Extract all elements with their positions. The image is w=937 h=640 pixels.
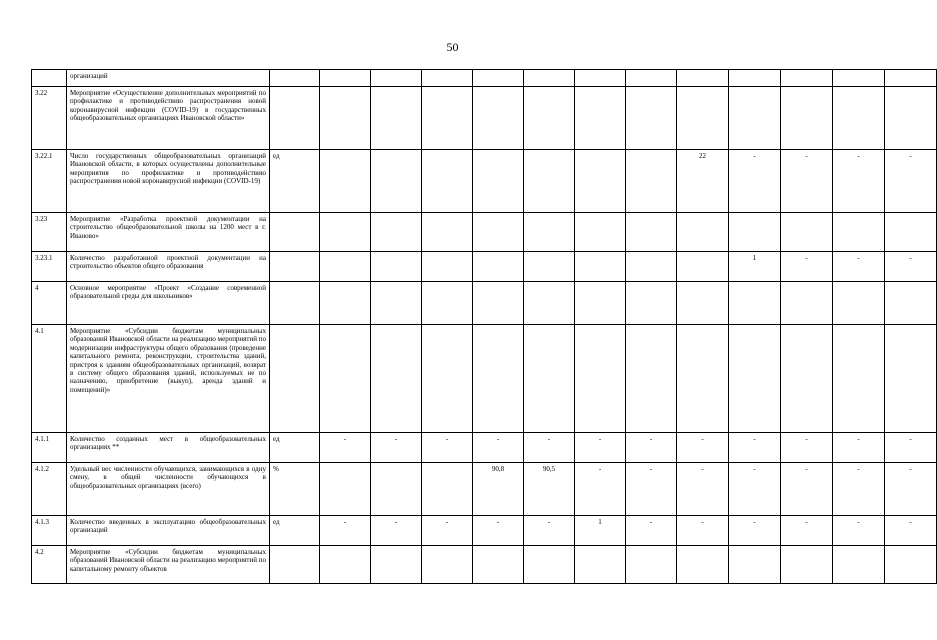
row-value-cell: [371, 213, 422, 252]
row-value-cell: [320, 463, 371, 516]
row-value-cell: -: [729, 463, 781, 516]
row-value-cell: [781, 325, 833, 433]
row-unit-cell: ед: [270, 150, 320, 213]
row-value-cell: -: [473, 433, 524, 463]
row-value-cell: 1: [575, 516, 626, 546]
row-value-cell: [320, 282, 371, 325]
row-value-cell: 22: [677, 150, 729, 213]
row-value-cell: [626, 87, 677, 150]
row-value-cell: -: [626, 433, 677, 463]
row-value-cell: [729, 282, 781, 325]
row-value-cell: [473, 325, 524, 433]
row-value-cell: [524, 282, 575, 325]
row-value-cell: [885, 87, 937, 150]
table-row: [32, 546, 937, 584]
row-value-cell: [371, 87, 422, 150]
row-value-cell: [626, 546, 677, 584]
row-value-cell: [422, 87, 473, 150]
row-value-cell: [626, 252, 677, 282]
row-value-cell: [371, 150, 422, 213]
row-value-cell: [781, 70, 833, 87]
row-value-cell: [473, 70, 524, 87]
row-value-cell: -: [729, 516, 781, 546]
row-value-cell: [626, 213, 677, 252]
row-value-cell: [833, 87, 885, 150]
row-value-cell: -: [524, 433, 575, 463]
row-description-cell: Количество созданных мест в общеобразовательных организациях **: [67, 433, 270, 463]
row-value-cell: [524, 252, 575, 282]
row-value-cell: -: [781, 252, 833, 282]
row-value-cell: [371, 463, 422, 516]
row-value-cell: -: [626, 516, 677, 546]
row-unit-cell: ед: [270, 516, 320, 546]
row-value-cell: [833, 282, 885, 325]
row-number-cell: 4.1.1: [32, 433, 67, 463]
row-value-cell: [781, 282, 833, 325]
row-value-cell: -: [781, 516, 833, 546]
row-value-cell: [320, 150, 371, 213]
row-value-cell: -: [885, 516, 937, 546]
row-number-cell: 4.1.2: [32, 463, 67, 516]
row-value-cell: [371, 282, 422, 325]
row-value-cell: [575, 325, 626, 433]
row-value-cell: -: [885, 252, 937, 282]
row-value-cell: [371, 70, 422, 87]
row-value-cell: -: [833, 463, 885, 516]
row-value-cell: [677, 70, 729, 87]
row-number-cell: 4.1.3: [32, 516, 67, 546]
row-description-cell: Количество разработанной проектной документации на строительство объектов общего образования: [67, 252, 270, 282]
row-value-cell: [473, 150, 524, 213]
row-value-cell: -: [729, 433, 781, 463]
table-row: [32, 282, 937, 325]
row-value-cell: [473, 282, 524, 325]
row-value-cell: -: [371, 516, 422, 546]
row-value-cell: [833, 70, 885, 87]
table-body: [32, 70, 937, 584]
row-value-cell: [575, 546, 626, 584]
row-value-cell: [524, 213, 575, 252]
row-description-cell: Мероприятие «Субсидии бюджетам муниципальных образований Ивановской области на реализацию мероприятий по модернизации инфраструктуры общего образования (проведение капитального ремонта, реконструкции, строительства зданий, пристроя к зданиям общеобразовательных организаций, возврат в систему общего образования зданий, используемых не по назначению, приобретение (выкуп), аренда зданий и помещений)»: [67, 325, 270, 433]
row-value-cell: [885, 213, 937, 252]
row-value-cell: -: [781, 433, 833, 463]
table-row: [32, 516, 937, 546]
row-unit-cell: [270, 325, 320, 433]
program-indicators-table: [31, 69, 937, 584]
row-value-cell: -: [320, 516, 371, 546]
row-number-cell: 3.23.1: [32, 252, 67, 282]
table-row: [32, 463, 937, 516]
row-value-cell: [473, 252, 524, 282]
row-value-cell: [422, 213, 473, 252]
row-value-cell: [524, 87, 575, 150]
row-number-cell: 3.23: [32, 213, 67, 252]
row-value-cell: [320, 87, 371, 150]
row-value-cell: [729, 546, 781, 584]
row-description-cell: Основное мероприятие «Проект «Создание современной образовательной среды для школьников»: [67, 282, 270, 325]
row-number-cell: 4: [32, 282, 67, 325]
row-unit-cell: [270, 546, 320, 584]
row-value-cell: 90,8: [473, 463, 524, 516]
row-value-cell: [473, 546, 524, 584]
row-value-cell: [422, 252, 473, 282]
row-value-cell: 1: [729, 252, 781, 282]
row-value-cell: [422, 282, 473, 325]
row-value-cell: [833, 325, 885, 433]
row-description-cell: Удельный вес численности обучающихся, занимающихся в одну смену, в общей численности обучающихся в общеобразовательных организациях (всего): [67, 463, 270, 516]
row-value-cell: [885, 546, 937, 584]
row-value-cell: -: [833, 252, 885, 282]
row-value-cell: -: [422, 433, 473, 463]
row-description-cell: Мероприятие «Субсидии бюджетам муниципальных образований Ивановской области на реализацию мероприятий по капитальному ремонту объектов: [67, 546, 270, 584]
row-value-cell: [371, 252, 422, 282]
row-value-cell: [320, 70, 371, 87]
row-value-cell: [729, 87, 781, 150]
table-row: [32, 150, 937, 213]
row-unit-cell: [270, 282, 320, 325]
row-unit-cell: [270, 252, 320, 282]
row-value-cell: -: [781, 463, 833, 516]
table-row: [32, 252, 937, 282]
row-value-cell: -: [524, 516, 575, 546]
row-value-cell: [677, 87, 729, 150]
row-value-cell: [677, 546, 729, 584]
row-unit-cell: [270, 70, 320, 87]
row-value-cell: [320, 252, 371, 282]
row-value-cell: -: [575, 463, 626, 516]
row-value-cell: -: [677, 516, 729, 546]
row-unit-cell: %: [270, 463, 320, 516]
row-value-cell: [473, 213, 524, 252]
row-value-cell: -: [473, 516, 524, 546]
table-row: [32, 87, 937, 150]
row-value-cell: -: [575, 433, 626, 463]
row-value-cell: [729, 325, 781, 433]
row-value-cell: [833, 546, 885, 584]
row-value-cell: [524, 325, 575, 433]
row-value-cell: [885, 70, 937, 87]
row-unit-cell: [270, 87, 320, 150]
row-value-cell: -: [677, 433, 729, 463]
row-value-cell: [677, 213, 729, 252]
row-value-cell: -: [677, 463, 729, 516]
row-value-cell: [626, 70, 677, 87]
row-description-cell: Мероприятие «Разработка проектной документации на строительство общеобразовательной школы на 1200 мест в г. Иваново»: [67, 213, 270, 252]
row-value-cell: [885, 282, 937, 325]
row-number-cell: 3.22: [32, 87, 67, 150]
row-value-cell: [885, 325, 937, 433]
row-value-cell: [626, 150, 677, 213]
row-value-cell: [422, 546, 473, 584]
row-number-cell: 4.2: [32, 546, 67, 584]
row-value-cell: [833, 213, 885, 252]
table-row: [32, 433, 937, 463]
row-value-cell: -: [320, 433, 371, 463]
page-number: 50: [446, 40, 459, 54]
row-value-cell: -: [781, 150, 833, 213]
row-unit-cell: ед: [270, 433, 320, 463]
table-row: [32, 213, 937, 252]
row-value-cell: [575, 252, 626, 282]
row-value-cell: [422, 70, 473, 87]
row-value-cell: [575, 150, 626, 213]
row-value-cell: [626, 282, 677, 325]
row-description-cell: Количество введенных в эксплуатацию общеобразовательных организаций: [67, 516, 270, 546]
row-unit-cell: [270, 213, 320, 252]
row-value-cell: -: [729, 150, 781, 213]
row-value-cell: [575, 87, 626, 150]
row-number-cell: [32, 70, 67, 87]
row-value-cell: [729, 213, 781, 252]
row-value-cell: 90,5: [524, 463, 575, 516]
row-value-cell: [781, 87, 833, 150]
row-value-cell: [626, 325, 677, 433]
row-description-cell: организаций: [67, 70, 270, 87]
row-value-cell: [781, 213, 833, 252]
row-value-cell: -: [885, 463, 937, 516]
row-number-cell: 4.1: [32, 325, 67, 433]
row-value-cell: -: [833, 433, 885, 463]
row-value-cell: [524, 150, 575, 213]
row-value-cell: -: [626, 463, 677, 516]
row-value-cell: [320, 213, 371, 252]
row-value-cell: [575, 213, 626, 252]
row-value-cell: [729, 70, 781, 87]
row-value-cell: -: [833, 516, 885, 546]
row-value-cell: [320, 546, 371, 584]
row-value-cell: [677, 325, 729, 433]
row-value-cell: [677, 282, 729, 325]
table-row: [32, 325, 937, 433]
row-description-cell: Число государственных общеобразовательных организаций Ивановской области, в которых осуществлены дополнительные мероприятия по профилактике и противодействию распространения новой коронавирусной инфекции (COVID-19): [67, 150, 270, 213]
row-value-cell: [422, 463, 473, 516]
row-value-cell: [371, 546, 422, 584]
row-value-cell: [575, 282, 626, 325]
row-value-cell: [781, 546, 833, 584]
row-value-cell: [524, 70, 575, 87]
row-value-cell: -: [885, 433, 937, 463]
row-value-cell: [473, 87, 524, 150]
row-value-cell: -: [371, 433, 422, 463]
row-description-cell: Мероприятие «Осуществление дополнительных мероприятий по профилактике и противодействию распространения новой коронавирусной инфекции (COVID-19) в государственных общеобразовательных организациях Ивановской области»: [67, 87, 270, 150]
row-value-cell: [524, 546, 575, 584]
row-value-cell: [371, 325, 422, 433]
row-value-cell: -: [833, 150, 885, 213]
row-value-cell: [422, 150, 473, 213]
row-value-cell: -: [422, 516, 473, 546]
table-row: [32, 70, 937, 87]
row-value-cell: [575, 70, 626, 87]
row-value-cell: [320, 325, 371, 433]
row-value-cell: [422, 325, 473, 433]
row-number-cell: 3.22.1: [32, 150, 67, 213]
row-value-cell: [677, 252, 729, 282]
row-value-cell: -: [885, 150, 937, 213]
